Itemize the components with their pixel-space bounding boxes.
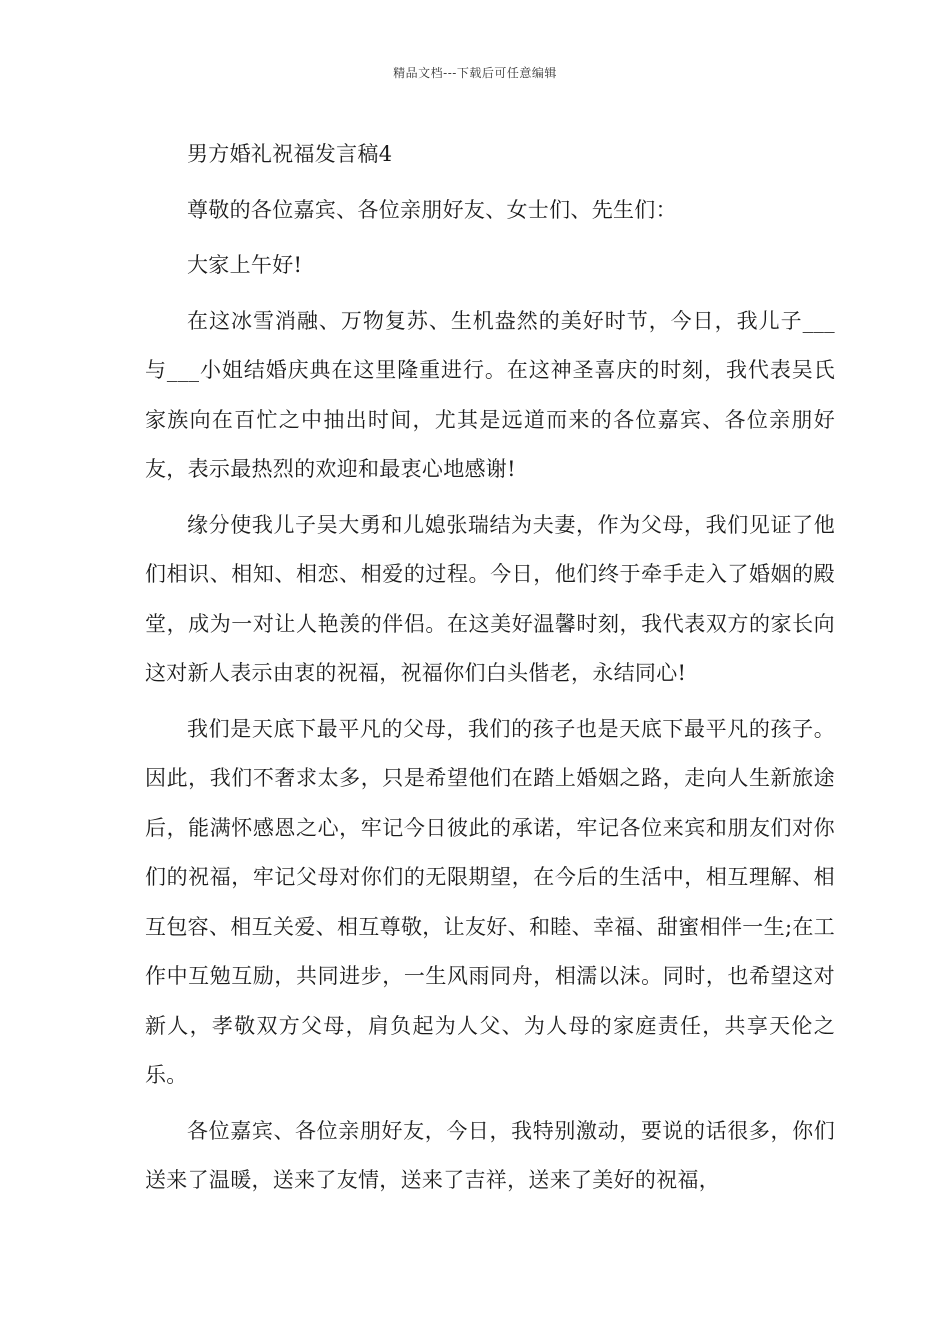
page-header: 精品文档---下载后可任意编辑 <box>393 66 557 80</box>
paragraph: 我们是天底下最平凡的父母，我们的孩子也是天底下最平凡的孩子。因此，我们不奢求太多，只是希望他们在踏上婚姻之路，走向人生新旅途后，能满怀感恩之心，牢记今日彼此的承诺，牢记各位来宾和朋友们对你们的祝福，牢记父母对你们的无限期望，在今后的生活中，相互理解、相互包容、相互关爱、相互尊敬，让友好、和睦、幸福、甜蜜相伴一生;在工作中互勉互励，共同进步，一生风雨同舟，相濡以沫。同时，也希望这对新人，孝敬双方父母，肩负起为人父、为人母的家庭责任，共享天伦之乐。 <box>145 716 835 1087</box>
document-title: 男方婚礼祝福发言稿4 <box>187 142 393 166</box>
paragraph: 在这冰雪消融、万物复苏、生机盎然的美好时节，今日，我儿子___与___小姐结婚庆典在这里隆重进行。在这神圣喜庆的时刻，我代表吴氏家族向在百忙之中抽出时间，尤其是远道而来的各位嘉宾、各位亲朋好友，表示最热烈的欢迎和最衷心地感谢! <box>145 308 835 481</box>
paragraph: 缘分使我儿子吴大勇和儿媳张瑞结为夫妻，作为父母，我们见证了他们相识、相知、相恋、相爱的过程。今日，他们终于牵手走入了婚姻的殿堂，成为一对让人艳羡的伴侣。在这美好温馨时刻，我代表双方的家长向这对新人表示由衷的祝福，祝福你们白头偕老，永结同心! <box>145 512 835 685</box>
document-body <box>145 130 835 1212</box>
paragraph: 各位嘉宾、各位亲朋好友，今日，我特别激动，要说的话很多，你们送来了温暖，送来了友情，送来了吉祥，送来了美好的祝福， <box>145 1118 835 1192</box>
greeting: 大家上午好! <box>187 253 303 277</box>
salutation: 尊敬的各位嘉宾、各位亲朋好友、女士们、先生们： <box>187 197 677 222</box>
